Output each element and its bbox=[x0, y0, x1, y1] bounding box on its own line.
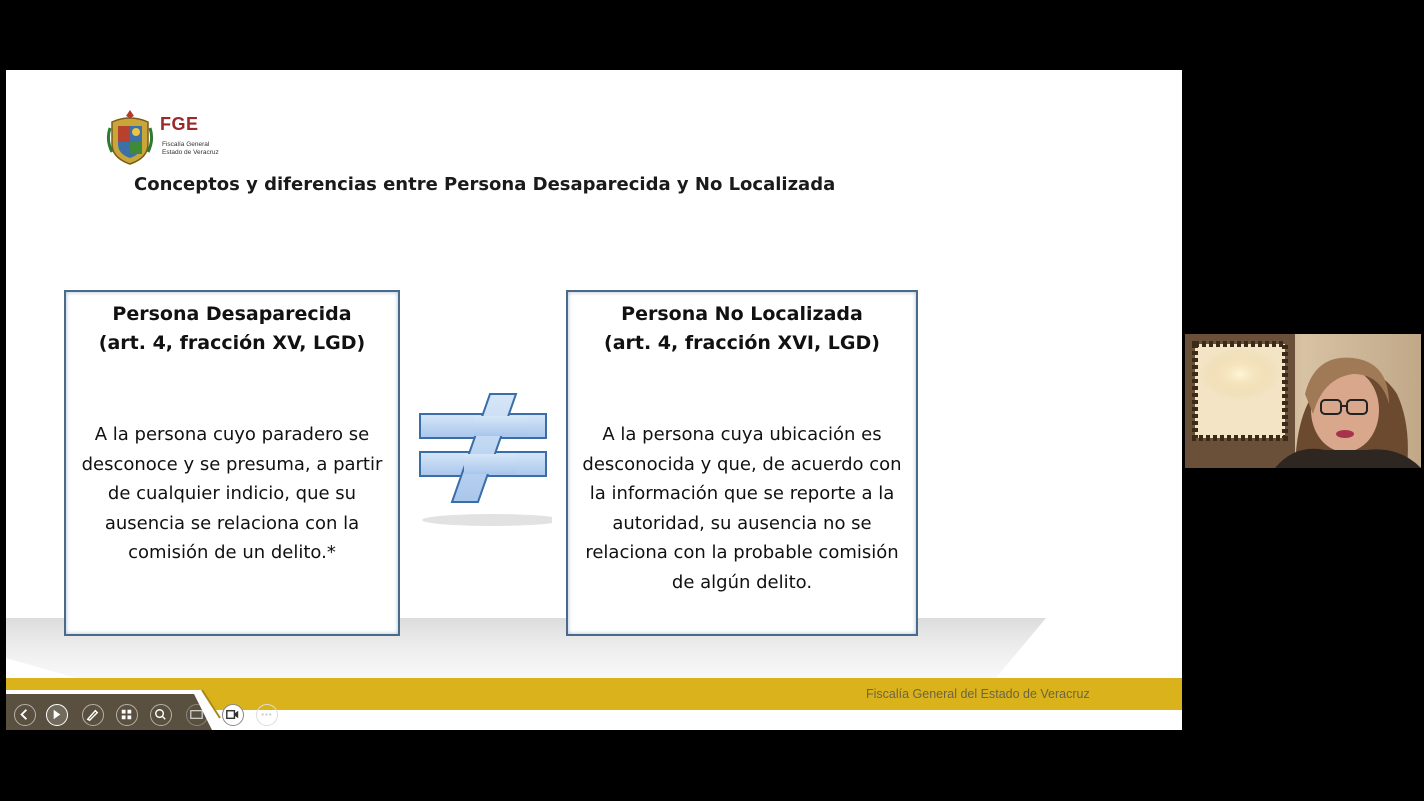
grid-icon bbox=[117, 705, 136, 724]
left-card-reference: (art. 4, fracción XV, LGD) bbox=[98, 332, 366, 354]
presenter-webcam-video bbox=[1185, 334, 1421, 468]
slide-grid-button[interactable] bbox=[116, 704, 138, 726]
right-card-heading: Persona No Localizada bbox=[621, 303, 863, 325]
presentation-slide bbox=[6, 70, 1182, 730]
more-options-button[interactable] bbox=[256, 704, 278, 726]
logo-line-2: Estado de Veracruz bbox=[162, 149, 219, 156]
presenter-toolbar bbox=[6, 702, 296, 730]
right-card-definition: A la persona cuya ubicación es desconocida y que, de acuerdo con la información que se reporte a la autoridad, su ausencia no se relaciona con la probable comisión de algún delito. bbox=[582, 424, 902, 593]
right-card-reference: (art. 4, fracción XVI, LGD) bbox=[604, 332, 880, 354]
footer-institution-text: Fiscalía General del Estado de Veracruz bbox=[866, 687, 1090, 701]
video-camera-icon bbox=[223, 705, 242, 724]
next-slide-button[interactable] bbox=[46, 704, 68, 726]
persona-no-localizada-card bbox=[566, 290, 918, 636]
camera-button[interactable] bbox=[222, 704, 244, 726]
left-card-definition: A la persona cuyo paradero se desconoce y se presuma, a partir de cualquier indicio, que su ausencia se relaciona con la comisión de un delito.* bbox=[81, 424, 383, 563]
fge-logo bbox=[106, 108, 246, 168]
subtitles-icon bbox=[187, 705, 206, 724]
left-card-heading: Persona Desaparecida bbox=[112, 303, 352, 325]
logo-line-1: Fiscalía General bbox=[162, 141, 210, 148]
not-equal-icon bbox=[412, 388, 552, 528]
play-icon bbox=[47, 705, 66, 724]
persona-desaparecida-card bbox=[64, 290, 400, 636]
zoom-button[interactable] bbox=[150, 704, 172, 726]
chevron-left-icon bbox=[15, 705, 34, 724]
subtitles-button[interactable] bbox=[186, 704, 208, 726]
previous-slide-button[interactable] bbox=[14, 704, 36, 726]
magnifier-icon bbox=[151, 705, 170, 724]
logo-abbreviation: FGE bbox=[160, 114, 199, 134]
slide-title: Conceptos y diferencias entre Persona Desaparecida y No Localizada bbox=[134, 174, 836, 195]
pen-tool-button[interactable] bbox=[82, 704, 104, 726]
veracruz-crest-icon bbox=[106, 108, 154, 166]
pen-icon bbox=[83, 705, 102, 724]
ellipsis-icon bbox=[257, 705, 276, 724]
